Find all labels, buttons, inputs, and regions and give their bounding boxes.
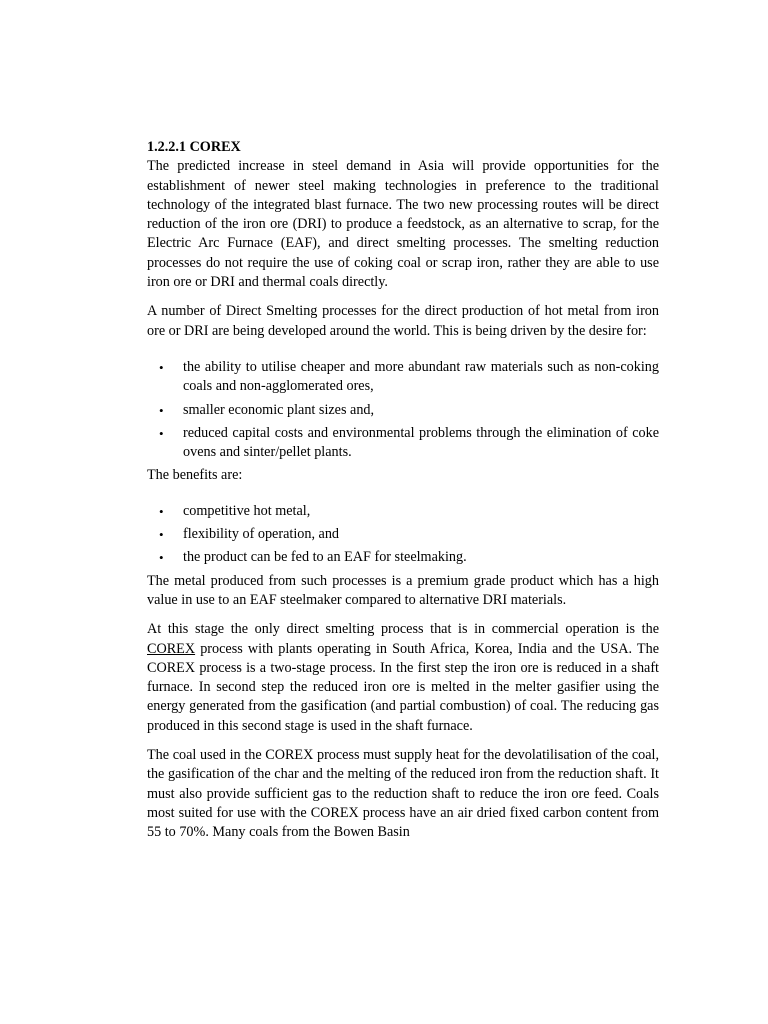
bullet-icon: • bbox=[159, 550, 164, 566]
corex-link[interactable]: COREX bbox=[147, 640, 196, 657]
bullet-icon: • bbox=[159, 359, 164, 375]
list-item: • smaller economic plant sizes and, bbox=[147, 401, 659, 420]
bullet-icon: • bbox=[159, 402, 164, 418]
list-item: • reduced capital costs and environmental problems through the elimination of coke ovens and sinter/pellet plants. bbox=[159, 424, 659, 461]
section-heading: 1.2.2.1 COREX bbox=[147, 139, 241, 155]
desires-list bbox=[147, 358, 659, 462]
benefits-list bbox=[147, 502, 659, 568]
list-item: • flexibility of operation, and bbox=[147, 525, 659, 544]
bullet-icon: • bbox=[159, 503, 164, 519]
benefits-intro: The benefits are: bbox=[147, 467, 243, 484]
bullet-icon: • bbox=[159, 527, 164, 543]
paragraph-intro: The predicted increase in steel demand in Asia will provide opportunities for the establishment of newer steel making technologies in preference to the traditional technology of the integrated blast furnace. The two new processing routes will be direct reduction of the iron ore (DRI) to produce a feedstock, as an alternative to scrap, for the Electric Arc Furnace (EAF), and direct smelting processes. The smelting reduction processes do not require the use of coking coal or scrap iron, rather they are able to use iron ore or DRI and thermal coals directly. bbox=[147, 158, 659, 291]
paragraph-commercial-operation: At this stage the only direct smelting process that is in commercial operation is the COREX process with plants operating in South Africa, Korea, India and the USA. The COREX process is a two-stage process. In the first step the iron ore is reduced in a shaft furnace. In second step the reduced iron ore is melted in the melter gasifier using the energy generated from the gasification (and partial combustion) of coal. The reducing gas produced in this second stage is used in the shaft furnace. bbox=[147, 621, 659, 734]
paragraph-coal-requirements: The coal used in the COREX process must supply heat for the devolatilisation of the coal, the gasification of the char and the melting of the reduced iron from the reduction shaft. It must also provide sufficient gas to the reduction shaft to reduce the iron ore feed. Coals most suited for use with the COREX process have an air dried fixed carbon content from 55 to 70%. Many coals from the Bowen Basin bbox=[147, 747, 659, 841]
list-item: • competitive hot metal, bbox=[147, 502, 659, 521]
list-item: • the product can be fed to an EAF for steelmaking. bbox=[147, 548, 659, 567]
paragraph-premium-grade: The metal produced from such processes is a premium grade product which has a high value in use to an EAF steelmaker compared to alternative DRI materials. bbox=[147, 572, 659, 608]
list-item: • the ability to utilise cheaper and more abundant raw materials such as non-coking coals and non-agglomerated ores, bbox=[159, 358, 659, 395]
document-page bbox=[147, 138, 659, 843]
bullet-icon: • bbox=[159, 425, 164, 441]
paragraph-direct-smelting: A number of Direct Smelting processes for the direct production of hot metal from iron ore or DRI are being developed around the world. This is being driven by the desire for: bbox=[147, 303, 659, 339]
